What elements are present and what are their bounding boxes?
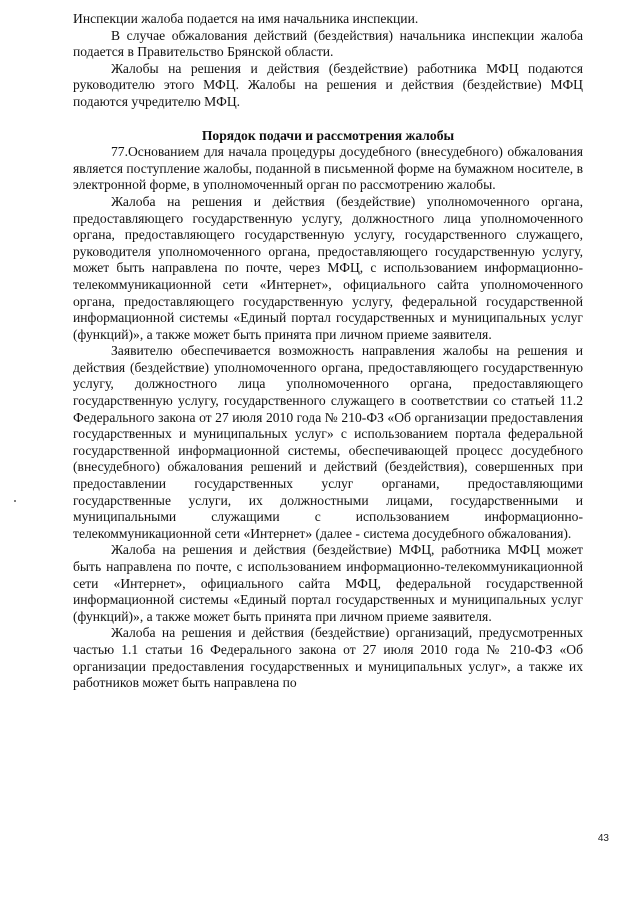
paragraph: 77.Основанием для начала процедуры досудебного (внесудебного) обжалования является поступление жалобы, поданной в письменной форме на бумажном носителе, в электронной форме, в уполномоченный орган по рассмотрению жалобы. (73, 144, 583, 193)
paragraph: Инспекции жалоба подается на имя начальника инспекции. (73, 11, 419, 26)
spacer (73, 111, 583, 128)
page-number: 43 (597, 833, 609, 844)
paragraph: Жалоба на решения и действия (бездействие) уполномоченного органа, предоставляющего государственную услугу, должностного лица уполномоченного органа, предоставляющего государственную услугу, государственного служащего, руководителя уполномоченного органа, предоставляющего государственную услугу, может быть направлена по почте, через МФЦ, с использованием информационно-телекоммуникационной сети «Интернет», официального сайта уполномоченного органа, предоставляющего государственную услугу, федеральной государственной информационной системы «Единый портал государственных и муниципальных услуг (функций)», а также может быть принята при личном приеме заявителя. (73, 193, 583, 342)
document-body (73, 11, 583, 692)
paragraph: Жалоба на решения и действия (бездействие) организаций, предусмотренных частью 1.1 статьи 16 Федерального закона от 27 июля 2010 года № 210-ФЗ «Об организации предоставления государственных и муниципальных услуг», а также их работников может быть направлена по (73, 625, 583, 691)
paragraph: Заявителю обеспечивается возможность направления жалобы на решения и действия (бездействие) уполномоченного органа, предоставляющего государственную услугу, должностного лица уполномоченного органа, предоставляющего государственную услугу, государственного служащего в соответствии со статьей 11.2 Федерального закона от 27 июля 2010 года № 210-ФЗ «Об организации предоставления государственных и муниципальных услуг» с использованием портала федеральной государственной информационной системы, обеспечивающей процесс досудебного (внесудебного) обжалования решений и действий (бездействия), совершенных при предоставлении государственных услуг органами, предоставляющими государственные услуги, их должностными лицами, государственными и муниципальными служащими с использованием информационно-телекоммуникационной сети «Интернет» (далее - система досудебного обжалования). (73, 343, 583, 541)
paragraph: Жалоба на решения и действия (бездействие) МФЦ, работника МФЦ может быть направлена по почте, с использованием информационно-телекоммуникационной сети «Интернет», официального сайта МФЦ, федеральной государственной информационной системы «Единый портал государственных и муниципальных услуг (функций)», а также может быть принята при личном приеме заявителя. (73, 542, 583, 624)
section-heading: Порядок подачи и рассмотрения жалобы (201, 127, 455, 143)
scan-artifact-dot (14, 500, 16, 502)
paragraph: Жалобы на решения и действия (бездействие) работника МФЦ подаются руководителю этого МФЦ. Жалобы на решения и действия (бездействие) МФЦ подаются учредителю МФЦ. (73, 60, 583, 109)
paragraph: В случае обжалования действий (бездействия) начальника инспекции жалоба подается в Правительство Брянской области. (73, 27, 583, 60)
